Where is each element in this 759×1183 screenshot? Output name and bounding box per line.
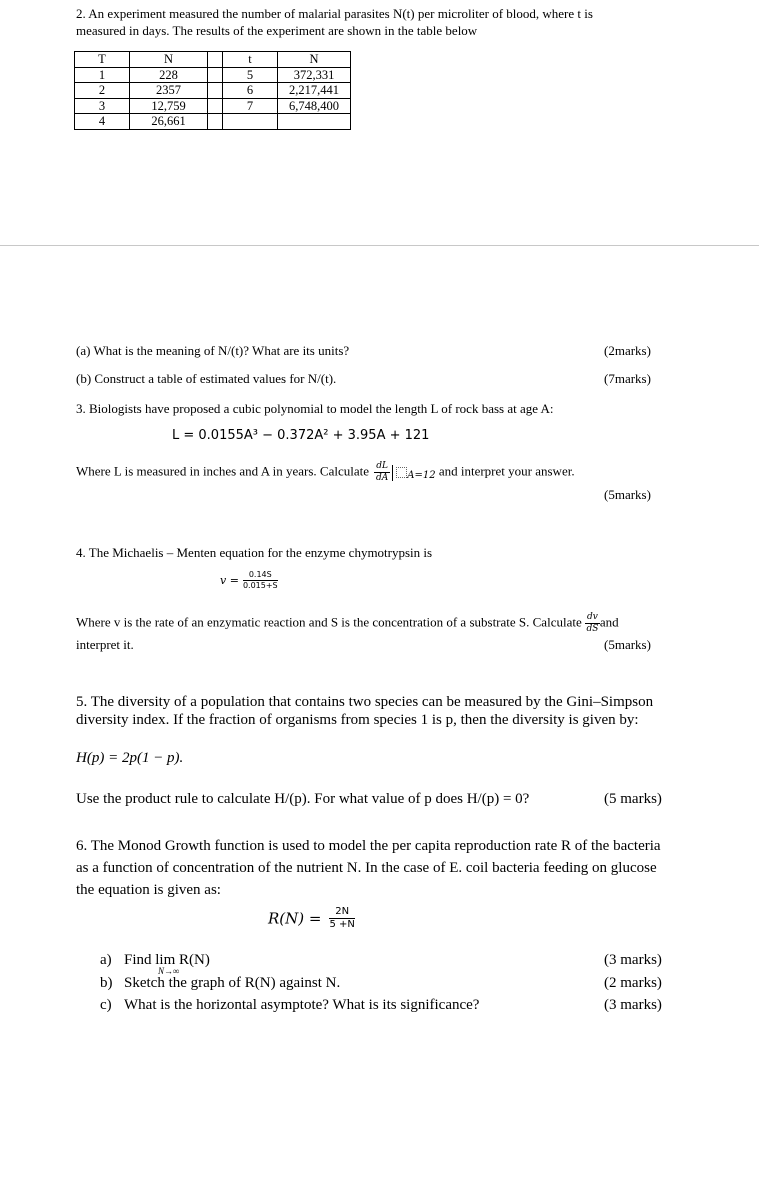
q4-text-before: Where v is the rate of an enzymatic reaction and S is the concentration of a substrate S. Calculate xyxy=(76,614,582,630)
q2-part-b: (b) Construct a table of estimated values for N/(t). xyxy=(76,371,337,386)
q6-part-b-label: b) xyxy=(100,975,113,991)
parasite-table xyxy=(74,51,351,130)
q6-line1: 6. The Monod Growth function is used to model the per capita reproduction rate R of the bacteria xyxy=(76,838,661,854)
table-cell: 4 xyxy=(75,114,130,130)
q6-part-a-label: a) xyxy=(100,952,112,968)
q6-den: 5 +N xyxy=(329,919,355,930)
table-cell: 6 xyxy=(223,83,278,99)
q3-deriv-num: dL xyxy=(376,461,389,471)
table-cell: 7 xyxy=(223,98,278,114)
q2-part-a: (a) What is the meaning of N/(t)? What are its units? xyxy=(76,343,350,358)
table-header: N xyxy=(130,52,208,68)
q3-deriv-den: dA xyxy=(376,473,389,483)
q6-num: 2N xyxy=(329,907,354,919)
table-header-row xyxy=(75,52,351,68)
q4-derivative xyxy=(585,613,600,634)
q4-intro: 4. The Michaelis – Menten equation for the enzyme chymotrypsin is xyxy=(76,545,433,560)
q3-question-line xyxy=(76,462,575,483)
q6-part-b-text: Sketch the graph of R(N) against N. xyxy=(124,975,341,991)
q6-line3: the equation is given as: xyxy=(76,882,221,898)
q6-part-c-label: c) xyxy=(100,997,112,1013)
table-cell: 228 xyxy=(130,67,208,83)
q3-text-before: Where L is measured in inches and A in years. Calculate xyxy=(76,463,370,479)
q3-intro: 3. Biologists have proposed a cubic polynomial to model the length L of rock bass at age A: xyxy=(76,401,554,416)
table-cell: 372,331 xyxy=(278,67,351,83)
q4-question-line xyxy=(76,613,619,634)
table-header: T xyxy=(75,52,130,68)
table-row xyxy=(75,114,351,130)
table-header xyxy=(208,52,223,68)
q4-fraction xyxy=(243,571,278,590)
q6-part-a-text: Find lim R(N) xyxy=(124,952,210,968)
q4-line2: interpret it. xyxy=(76,637,134,652)
table-header: N xyxy=(278,52,351,68)
table-cell: 6,748,400 xyxy=(278,98,351,114)
table-cell: 3 xyxy=(75,98,130,114)
q6-part-c-marks: (3 marks) xyxy=(604,997,662,1013)
table-cell: 12,759 xyxy=(130,98,208,114)
q4-marks: (5marks) xyxy=(604,637,651,652)
q4-lhs: v = xyxy=(220,574,239,587)
table-cell xyxy=(208,114,223,130)
q3-text-after: and interpret your answer. xyxy=(438,463,575,479)
table-row xyxy=(75,98,351,114)
q6-equation xyxy=(268,907,355,930)
q6-line2: as a function of concentration of the nutrient N. In the case of E. coil bacteria feeding on glucose xyxy=(76,860,657,876)
table-cell: 5 xyxy=(223,67,278,83)
table-cell xyxy=(208,67,223,83)
q2-line2: measured in days. The results of the experiment are shown in the table below xyxy=(76,23,478,38)
q3-marks: (5marks) xyxy=(604,487,651,502)
q4-num: 0.14S xyxy=(243,571,278,581)
q4-deriv-num: dv xyxy=(586,612,598,622)
eval-bar xyxy=(392,465,393,481)
q5-marks: (5 marks) xyxy=(604,791,662,807)
q6-part-c-text: What is the horizontal asymptote? What is its significance? xyxy=(124,997,480,1013)
q6-lhs: R(N) = xyxy=(268,909,322,928)
table-cell xyxy=(223,114,278,130)
table-cell: 2357 xyxy=(130,83,208,99)
q4-equation xyxy=(220,571,278,590)
q5-line1: 5. The diversity of a population that contains two species can be measured by the Gini–Simpson xyxy=(76,694,654,710)
q6-fraction xyxy=(329,907,354,930)
q5-question: Use the product rule to calculate H/(p). For what value of p does H/(p) = 0? xyxy=(76,791,530,807)
q6-part-a-limit-sub: N→∞ xyxy=(158,966,180,976)
placeholder-box-icon xyxy=(396,467,407,478)
table-cell: 26,661 xyxy=(130,114,208,130)
q2-part-b-marks: (7marks) xyxy=(604,371,651,386)
table-cell: 2,217,441 xyxy=(278,83,351,99)
q6-part-b-marks: (2 marks) xyxy=(604,975,662,991)
table-cell xyxy=(208,83,223,99)
q2-part-a-marks: (2marks) xyxy=(604,343,651,358)
q5-line2: diversity index. If the fraction of organisms from species 1 is p, then the diversity is given by: xyxy=(76,712,639,728)
table-row xyxy=(75,67,351,83)
q2-line1: 2. An experiment measured the number of malarial parasites N(t) per microliter of blood, where t is xyxy=(76,6,593,21)
table-cell xyxy=(278,114,351,130)
table-header: t xyxy=(223,52,278,68)
table-cell: 1 xyxy=(75,67,130,83)
table-cell xyxy=(208,98,223,114)
q4-deriv-den: dS xyxy=(586,624,599,634)
table-cell: 2 xyxy=(75,83,130,99)
q3-derivative xyxy=(374,462,390,483)
q4-den: 0.015+S xyxy=(242,581,278,590)
q5-equation: H(p) = 2p(1 − p). xyxy=(76,750,184,766)
q6-part-a-marks: (3 marks) xyxy=(604,952,662,968)
q4-text-and: and xyxy=(599,614,619,630)
q3-equation: L = 0.0155A³ − 0.372A² + 3.95A + 121 xyxy=(172,428,430,443)
table-row xyxy=(75,83,351,99)
page-divider xyxy=(0,245,759,246)
q3-eval-at: A=12 xyxy=(407,470,436,482)
